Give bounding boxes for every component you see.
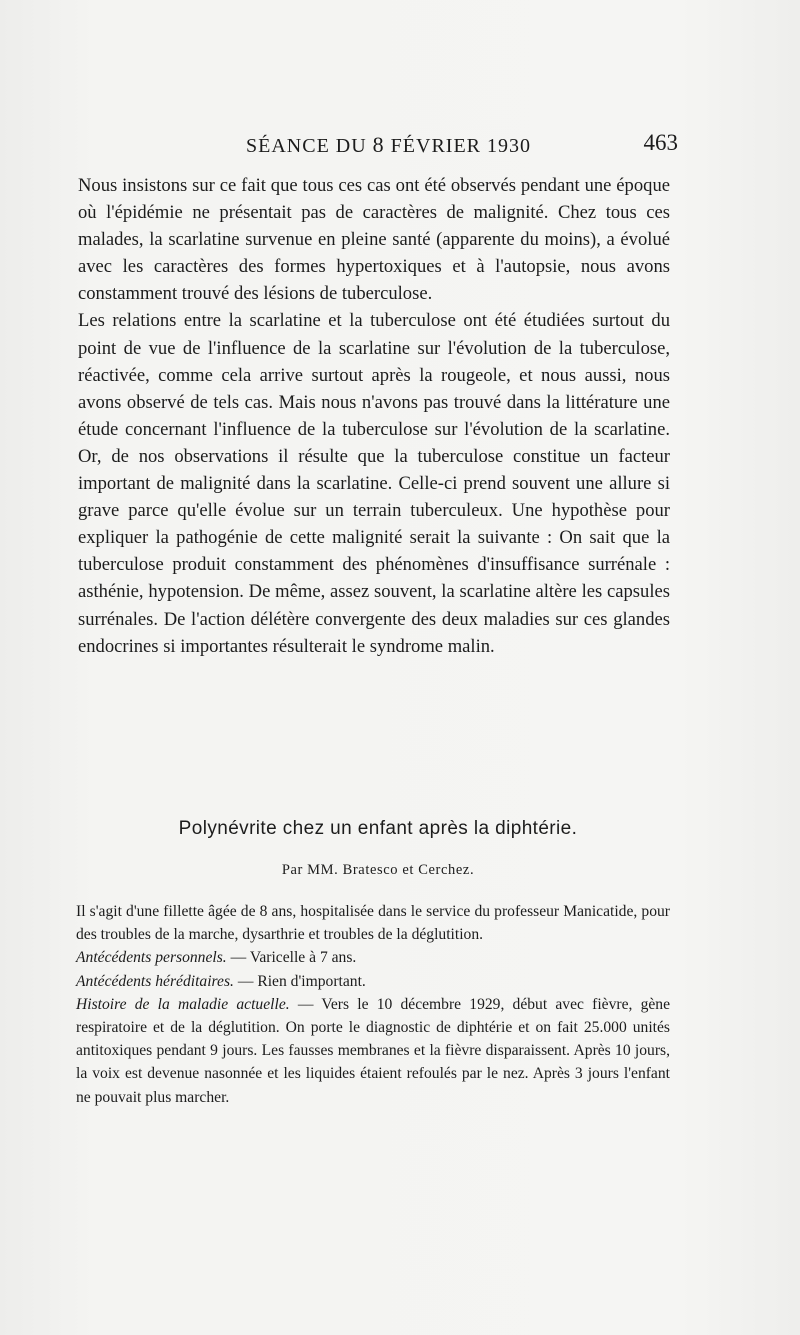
hereditary-history-label: Antécédents héréditaires. <box>76 972 234 990</box>
running-head-prefix: SÉANCE DU <box>246 135 367 157</box>
disease-history-text: — Vers le 10 décembre 1929, début avec fièvre, gène respiratoire et de la déglutition. On porte le diagnostic de diphtérie et on fait 25.000 unités antitoxiques pendant 9 jours. Les fausses membranes et la fièvre disparaissent. Après 10 jours, la voix est devenue nasonnée et les liquides étaient refoulés par le nez. Après 3 jours l'enfant ne pouvait plus marcher. <box>76 995 671 1106</box>
hereditary-history <box>76 970 670 993</box>
page-number: 463 <box>643 130 678 155</box>
disease-history-label: Histoire de la maladie actuelle. <box>76 995 290 1013</box>
paragraph-1: Nous insistons sur ce fait que tous ces cas ont été observés pendant une époque où l'épidémie ne présentait pas de caractères de malignité. Chez tous ces malades, la scarlatine survenue en pleine santé (apparente du moins), a évolué avec les caractères des formes hypertoxiques et à l'autopsie, nous avons constamment trouvé des lésions de tuberculose. <box>78 175 670 305</box>
main-text <box>78 172 670 660</box>
personal-history-text: — Varicelle à 7 ans. <box>230 949 357 967</box>
article-title: Polynévrite chez un enfant après la diphtérie. <box>178 818 578 839</box>
paragraph-2: Les relations entre la scarlatine et la tuberculose ont été étudiées surtout du point de vue de l'influence de la scarlatine sur l'évolution de la tuberculose, réactivée, comme cela arrive surtout après la rougeole, et nous aussi, nous avons observé de tels cas. Mais nous n'avons pas trouvé dans la littérature une étude concernant l'influence de la tuberculose sur l'évolution de la scarlatine. Or, de nos observations il résulte que la tuberculose constitue un facteur important de malignité dans la scarlatine. Celle-ci prend souvent une allure si grave parce qu'elle évolue sur un terrain tuberculeux. Une hypothèse pour expliquer la pathogénie de cette malignité serait la suivante : On sait que la tuberculose produit constamment des phénomènes d'insuffisance surrénale : asthénie, hypotension. De même, assez souvent, la scarlatine altère les capsules surrénales. De l'action délétère convergente des deux maladies sur ces glandes endocrines si importantes résulterait le syndrome malin. <box>78 310 670 657</box>
running-head <box>246 132 531 158</box>
article-intro: Il s'agit d'une fillette âgée de 8 ans, hospitalisée dans le service du professeur Manicatide, pour des troubles de la marche, dysarthrie et troubles de la déglutition. <box>76 903 670 944</box>
disease-history <box>76 993 670 1109</box>
article-body <box>76 900 670 1109</box>
page-header <box>78 130 678 164</box>
hereditary-history-text: — Rien d'important. <box>237 972 366 990</box>
running-head-day: 8 <box>372 132 385 157</box>
article-byline: Par MM. Bratesco et Cerchez. <box>281 862 475 878</box>
running-head-suffix: FÉVRIER 1930 <box>390 135 532 157</box>
personal-history-label: Antécédents personnels. <box>76 949 227 967</box>
personal-history <box>76 946 670 969</box>
